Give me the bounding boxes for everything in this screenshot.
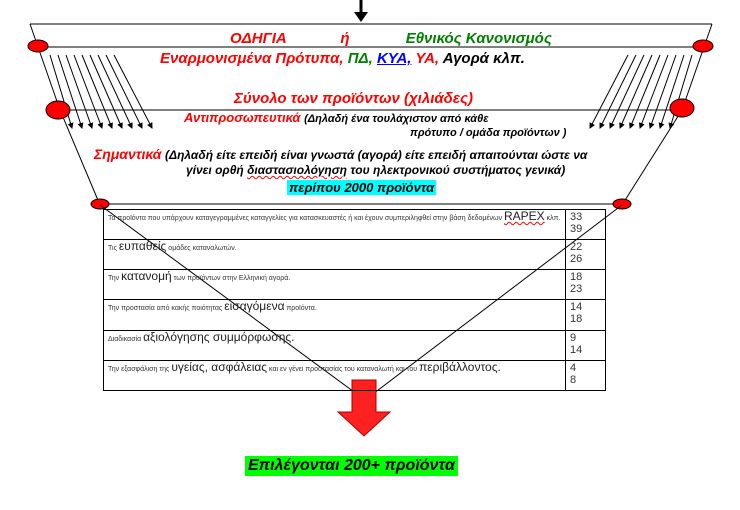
significant-label: Σημαντικά — [94, 146, 162, 162]
kya-label: ΚΥΑ, — [376, 50, 412, 67]
table-row — [104, 270, 606, 300]
criteria-desc-1: Τα προϊόντα που υπάρχουν καταγεγραμμένες καταγγελίες για κατασκευαστές ή και έχουν συμπεριληφθεί στην βάση δεδομένων RAPEX κλπ. — [104, 210, 566, 240]
header-line-1 — [230, 30, 552, 47]
table-row — [104, 240, 606, 270]
table-row — [104, 360, 606, 390]
criteria-desc-2: Τις ευπαθείς ομάδες καταναλωτών. — [104, 240, 566, 270]
significant-note-2 — [186, 163, 565, 177]
criteria-table — [103, 209, 606, 391]
criteria-desc-4: Την προστασία από κακής ποιότητας εισαγόμενα προϊόντα. — [104, 300, 566, 330]
directive-label: ΟΔΗΓΙΑ — [230, 30, 287, 47]
criteria-desc-5: Διαδικασία αξιολόγησης συμμόρφωσης. — [104, 330, 566, 360]
ya-label: ΥΑ, — [415, 50, 440, 67]
right-arrow-bundle — [590, 55, 692, 128]
approx-products: περίπου 2000 προϊόντα — [289, 180, 435, 195]
representative-note-1: (Δηλαδή ένα τουλάχιστον από κάθε — [304, 113, 489, 125]
harmonized-standards: Εναρμονισμένα Πρότυπα, — [160, 50, 344, 67]
pd-label: ΠΔ, — [347, 50, 373, 67]
representative-label: Αντιπροσωπευτικά — [184, 110, 301, 125]
criteria-range-5: 9 14 — [566, 330, 606, 360]
representative-note-2: πρότυπο / ομάδα προϊόντων ) — [410, 127, 567, 139]
criteria-desc-3: Την κατανομή των προϊόντων στην Ελληνική αγορά. — [104, 270, 566, 300]
significant-line — [94, 146, 587, 162]
criteria-desc-6: Την εξασφάλιση της υγείας, ασφάλειας και εν γένει προστασίας του καταναλωτή και του περιβάλλοντος. — [104, 360, 566, 390]
criteria-range-3: 18 23 — [566, 270, 606, 300]
criteria-range-2: 22 26 — [566, 240, 606, 270]
total-products-title: Σύνολο των προϊόντων (χιλιάδες) — [234, 90, 473, 107]
table-row — [104, 300, 606, 330]
result-label: Επιλέγονται 200+ προϊόντα — [245, 456, 458, 476]
representative-line — [184, 110, 488, 125]
table-row — [104, 330, 606, 360]
or-label: ή — [340, 30, 350, 47]
criteria-range-6: 4 8 — [566, 360, 606, 390]
table-row — [104, 210, 606, 240]
criteria-range-1: 33 39 — [566, 210, 606, 240]
significant-note-2c: του ηλεκτρονικού συστήματος γενικά) — [350, 163, 566, 177]
market-label: Αγορά κλπ. — [442, 50, 525, 67]
criteria-range-4: 14 18 — [566, 300, 606, 330]
national-regulation-label: Εθνικός Κανονισμός — [405, 30, 552, 47]
significant-note-2a: γίνει ορθή — [186, 163, 244, 177]
significant-note-2b: διαστασιολόγηση — [247, 163, 348, 177]
header-line-2 — [160, 50, 525, 67]
significant-note-1: (Δηλαδή είτε επειδή είναι γνωστά (αγορά) είτε επειδή απαιτούνται ώστε να — [165, 148, 588, 162]
top-arrowhead — [354, 12, 368, 22]
